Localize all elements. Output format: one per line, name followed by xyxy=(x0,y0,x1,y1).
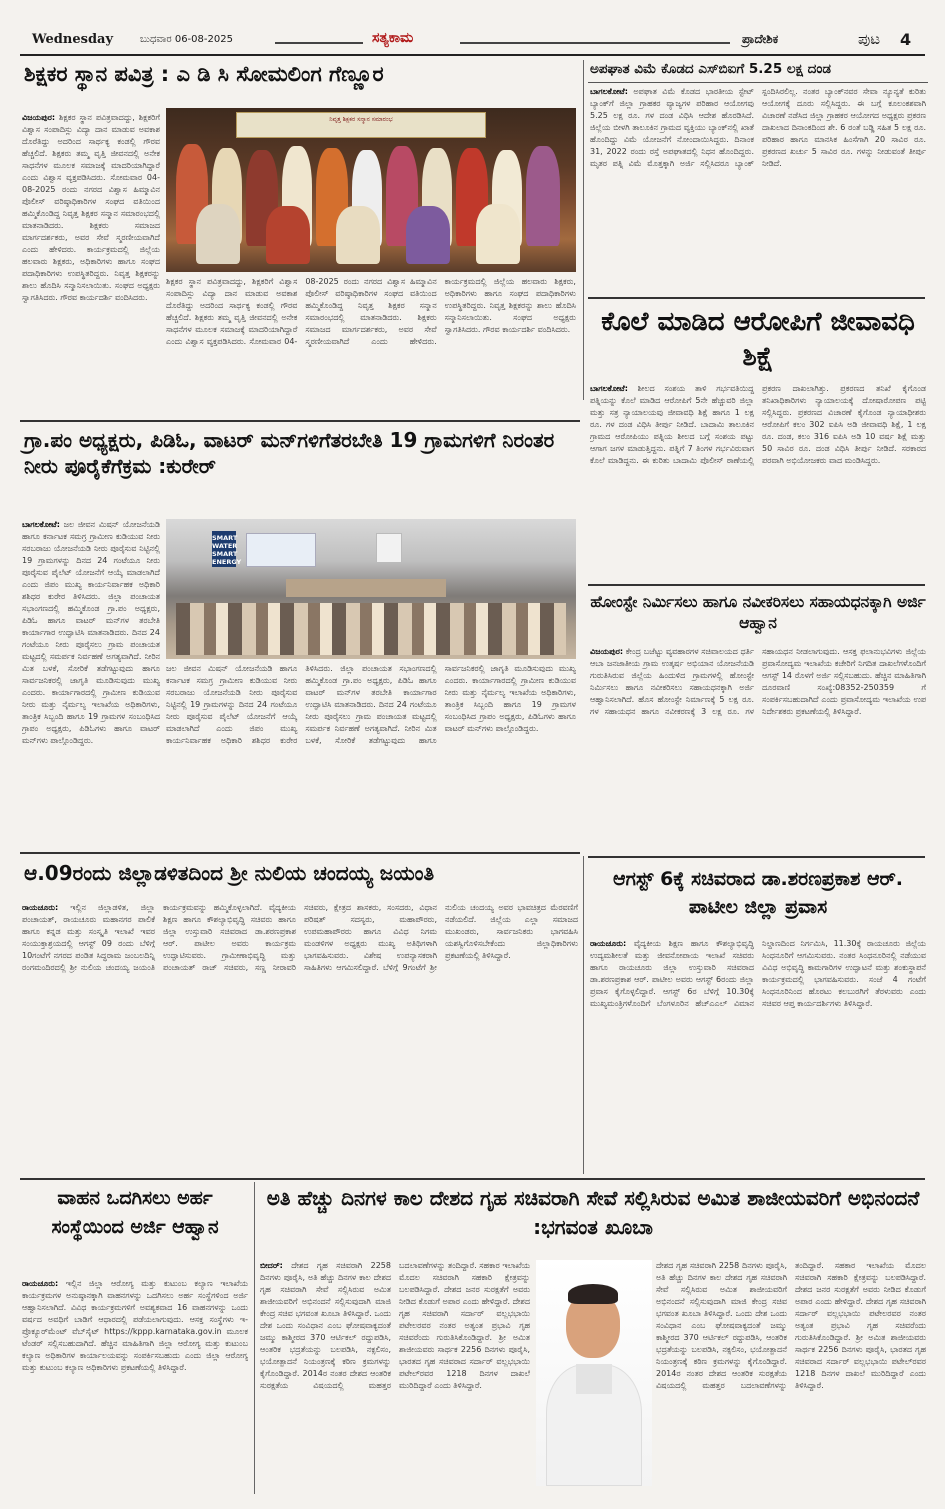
article-homestay-application xyxy=(588,590,928,852)
column-divider xyxy=(583,856,584,1174)
audience-rows xyxy=(176,603,566,655)
section-divider xyxy=(588,856,925,858)
article-body-continued xyxy=(166,276,576,382)
portrait-hair xyxy=(568,1284,618,1304)
article-life-imprisonment xyxy=(588,303,928,581)
article-body-continued xyxy=(166,663,576,845)
newspaper-brand: ಸತ್ಯಕಾಮ xyxy=(372,30,414,46)
article-body-columns xyxy=(590,646,926,848)
article-amit-shah-felicitation xyxy=(258,1182,928,1494)
article-headline: ಆ.09ರಂದು ಜಿಲ್ಲಾಡಳಿತದಿಂದ ಶ್ರೀ ನುಲಿಯ ಚಂದಯ್ಯ ಜಯಂತಿ xyxy=(24,861,435,885)
article-body-columns xyxy=(590,938,926,1170)
article-headline: ಕೊಲೆ ಮಾಡಿದ ಆರೋಪಿಗೆ ಜೀವಾವಧಿ ಶಿಕ್ಷೆ xyxy=(601,307,915,373)
dateline-place: ಬಾಗಲಕೋಟೆ: xyxy=(590,384,628,393)
projection-screen-text: SMART WATER SMART ENERGY xyxy=(212,531,236,567)
dateline-place: ವಿಜಯಪುರ: xyxy=(22,113,56,122)
article-body-column xyxy=(22,519,160,845)
dateline-place: ವಿಜಯಪುರ: xyxy=(590,647,624,656)
politician-portrait xyxy=(536,1260,652,1486)
photo-figure xyxy=(526,146,560,246)
section-divider xyxy=(20,420,580,422)
article-sbi-penalty xyxy=(588,60,928,296)
article-teacher-felicitation xyxy=(20,60,580,388)
article-body-column xyxy=(22,112,160,380)
article-body: ಜಲ ಜೀವನ ಮಿಷನ್ ಯೋಜನೆಯಡಿ ಹಾಗೂ ಕರ್ನಾಟಕ ಸಮಗ್ರ ಗ್ರಾಮೀಣ ಕುಡಿಯುವ ನೀರು ಸರಬರಾಜು ಯೋಜನೆಯಡಿ ನೀರು ಪೂರೈಸುವ ನಿಟ್ಟಿನಲ್ಲಿ 19 ಗ್ರಾಮಗಳನ್ನು ದಿನದ 24 ಗಂಟೆಯೂ ನೀರು ಪೂರೈಸುವ ಪೈಲೆಟ್ ಯೋಜನೆಗೆ ಆಯ್ಕೆ ಮಾಡಲಾಗಿದೆ ಎಂದು ಜಿಪಂ ಮುಖ್ಯ ಕಾರ್ಯನಿರ್ವಾಹಕ ಅಧಿಕಾರಿ ಶಶಿಧರ ಕುರೇರ ತಿಳಿಸಿದರು. ಜಿಲ್ಲಾ ಪಂಚಾಯತ ಸಭಾಂಗಣದಲ್ಲಿ ಹಮ್ಮಿಕೊಂಡ ಗ್ರಾ.ಪಂ ಅಧ್ಯಕ್ಷರು, ಪಿಡಿಓ ಹಾಗೂ ವಾಟರ್ ಮನ್‌ಗಳ ತರಬೇತಿ ಕಾರ್ಯಾಗಾರ ಉದ್ಘಾಟಿಸಿ ಮಾತನಾಡಿದರು. ದಿನದ 24 ಗಂಟೆಯೂ ನೀರು ಪೂರೈಸಲು ಗ್ರಾಮ ಪಂಚಾಯತ ಮಟ್ಟದಲ್ಲಿ ಸಮರ್ಪಕ ನಿರ್ವಹಣೆ ಅಗತ್ಯವಾಗಿದೆ. ನೀರಿನ ಮಿತ ಬಳಕೆ, ಸೋರಿಕೆ ತಡೆಗಟ್ಟುವುದು ಹಾಗೂ ಸಾರ್ವಜನಿಕರಲ್ಲಿ ಜಾಗೃತಿ ಮೂಡಿಸುವುದು ಮುಖ್ಯ ಎಂದರು. ಕಾರ್ಯಾಗಾರದಲ್ಲಿ ಗ್ರಾಮೀಣ ಕುಡಿಯುವ ನೀರು ಮತ್ತು ನೈರ್ಮಲ್ಯ ಇಲಾಖೆಯ ಅಧಿಕಾರಿಗಳು, ತಾಂತ್ರಿಕ ಸಿಬ್ಬಂದಿ ಹಾಗೂ 19 ಗ್ರಾಮಗಳ ಸಂಬಂಧಿಸಿದ ಗ್ರಾಪಂ ಅಧ್ಯಕ್ಷರು, ಪಿಡಿಓಗಳು ಹಾಗೂ ವಾಟರ್ ಮನ್‌ಗಳು ಪಾಲ್ಗೊಂಡಿದ್ದರು. xyxy=(166,664,576,745)
article-body: ಕೇಂದ್ರ ಬಜೆಟ್ಟು ವ್ಯವಹಾರಗಳ ಸಚಿವಾಲಯದ ಧರ್ತಿ ಆಬಾ ಜನಜಾತೀಯ ಗ್ರಾಮ ಉತ್ಕರ್ಷ ಅಭಿಯಾನ ಯೋಜನೆಯಡಿ ಗುರುತಿಸಿರುವ ಜಿಲ್ಲೆಯ ಹಿಂದುಳಿದ ಗ್ರಾಮಗಳಲ್ಲಿ ಹೋಂಸ್ಟೇ ನಿರ್ಮಿಸಲು ಹಾಗೂ ನವೀಕರಿಸಲು ಸಹಾಯಧನಕ್ಕಾಗಿ ಅರ್ಜಿ ಆಹ್ವಾನಿಸಲಾಗಿದೆ. ಹೊಸ ಹೋಂಸ್ಟೇ ನಿರ್ಮಾಣಕ್ಕೆ 5 ಲಕ್ಷ ರೂ. ಗಳ ಸಹಾಯಧನ ಹಾಗೂ ನವೀಕರಣಕ್ಕೆ 3 ಲಕ್ಷ ರೂ. ಗಳ ಸಹಾಯಧನ ನೀಡಲಾಗುವುದು. ಆಸಕ್ತ ಫಲಾನುಭವಿಗಳು ಜಿಲ್ಲೆಯ ಪ್ರವಾಸೋದ್ಯಮ ಇಲಾಖೆಯ ಕಚೇರಿಗೆ ನಿಗದಿತ ದಾಖಲೆಗಳೊಂದಿಗೆ ಆಗಸ್ಟ್ 14 ರೊಳಗೆ ಅರ್ಜಿ ಸಲ್ಲಿಸಬಹುದು. ಹೆಚ್ಚಿನ ಮಾಹಿತಿಗಾಗಿ ದೂರವಾಣಿ ಸಂಖ್ಯೆ:08352-250359 ಗೆ ಸಂಪರ್ಕಿಸಬಹುದಾಗಿದೆ ಎಂದು ಪ್ರವಾಸೋದ್ಯಮ ಇಲಾಖೆಯ ಉಪ ನಿರ್ದೇಶಕರು ಪ್ರಕಟಣೆಯಲ್ಲಿ ತಿಳಿಸಿದ್ದಾರೆ. xyxy=(590,647,926,716)
article-body: ಶೀಲದ ಸಂಶಯ ತಾಳಿ ಗರ್ಭವತಿಯಿದ್ದ ಪತ್ನಿಯನ್ನು ಕೊಲೆ ಮಾಡಿದ ಆರೋಪಿಗೆ 5ನೇ ಹೆಚ್ಚುವರಿ ಜಿಲ್ಲಾ ಮತ್ತು ಸತ್ರ ನ್ಯಾಯಾಲಯವು ಜೀವಾವಧಿ ಶಿಕ್ಷೆ ಹಾಗೂ 1 ಲಕ್ಷ ರೂ. ಗಳ ದಂಡ ವಿಧಿಸಿ ತೀರ್ಪು ನೀಡಿದೆ. ಬಾದಾಮಿ ತಾಲೂಕಿನ ಗ್ರಾಮದ ಆರೋಪಿಯು ಪತ್ನಿಯ ಶೀಲದ ಬಗ್ಗೆ ಸಂಶಯ ಪಟ್ಟು ಆಗಾಗ ಜಗಳ ಮಾಡುತ್ತಿದ್ದನು. ಪತ್ನಿಗೆ 7 ತಿಂಗಳ ಗರ್ಭವಿರುವಾಗ ಕೊಲೆ ಮಾಡಿದ್ದನು. ಈ ಕುರಿತು ಬಾದಾಮಿ ಪೊಲೀಸ್ ಠಾಣೆಯಲ್ಲಿ ಪ್ರಕರಣ ದಾಖಲಾಗಿತ್ತು. ಪ್ರಕರಣದ ತನಿಖೆ ಕೈಗೊಂಡ ತನಿಖಾಧಿಕಾರಿಗಳು ನ್ಯಾಯಾಲಯಕ್ಕೆ ದೋಷಾರೋಪಣ ಪಟ್ಟಿ ಸಲ್ಲಿಸಿದ್ದರು. ಪ್ರಕರಣದ ವಿಚಾರಣೆ ಕೈಗೊಂಡ ನ್ಯಾಯಾಧೀಶರು ಆರೋಪಿಗೆ ಕಲಂ 302 ಐಪಿಸಿ ಅಡಿ ಜೀವಾವಧಿ ಶಿಕ್ಷೆ, 1 ಲಕ್ಷ ರೂ. ದಂಡ, ಕಲಂ 316 ಐಪಿಸಿ ಅಡಿ 10 ವರ್ಷ ಶಿಕ್ಷೆ ಮತ್ತು 50 ಸಾವಿರ ರೂ. ದಂಡ ವಿಧಿಸಿ ತೀರ್ಪು ನೀಡಿದೆ. ಸರಕಾರದ ಪರವಾಗಿ ಅಭಿಯೋಜಕರು ವಾದ ಮಂಡಿಸಿದ್ದರು. xyxy=(590,384,926,465)
article-headline: ಗ್ರಾ.ಪಂ ಅಧ್ಯಕ್ಷರು, ಪಿಡಿಓ, ವಾಟರ್ ಮನ್‌ಗಳಿಗೆತರಬೇತಿ 19 ಗ್ರಾಮಗಳಿಗೆ ನಿರಂತರ ನೀರು ಪೂರೈಕೆಗೆಕ್ರಮ :ಕುರೇರ್ xyxy=(24,428,555,478)
article-body: ಇಲ್ಲಿನ ಜಿಲ್ಲಾಡಳಿತ, ಜಿಲ್ಲಾ ಪಂಚಾಯತ್, ರಾಯಚೂರು ಮಹಾನಗರ ಪಾಲಿಕೆ ಹಾಗೂ ಕನ್ನಡ ಮತ್ತು ಸಂಸ್ಕೃತಿ ಇಲಾಖೆ ಇವರ ಸಂಯುಕ್ತಾಶ್ರಯದಲ್ಲಿ ಆಗಸ್ಟ್ 09 ರಂದು ಬೆಳಿಗ್ಗೆ 10ಗಂಟೆಗೆ ನಗರದ ಪಂಡಿತ ಸಿದ್ಧರಾಮ ಜಂಬಲದಿನ್ನಿ ರಂಗಮಂದಿರದಲ್ಲಿ ಶ್ರೀ ನುಲಿಯ ಚಂದಯ್ಯ ಜಯಂತಿ ಕಾರ್ಯಕ್ರಮವನ್ನು ಹಮ್ಮಿಕೊಳ್ಳಲಾಗಿದೆ. ವೈದ್ಯಕೀಯ ಶಿಕ್ಷಣ ಹಾಗೂ ಕೌಶಲ್ಯಾಭಿವೃದ್ಧಿ ಸಚಿವರು ಹಾಗೂ ಜಿಲ್ಲಾ ಉಸ್ತುವಾರಿ ಸಚಿವರಾದ ಡಾ.ಶರಣಪ್ರಕಾಶ ಆರ್. ಪಾಟೀಲ ಅವರು ಕಾರ್ಯಕ್ರಮ ಉದ್ಘಾಟಿಸುವರು. ಗ್ರಾಮೀಣಾಭಿವೃದ್ಧಿ ಮತ್ತು ಪಂಚಾಯತ್ ರಾಜ್ ಸಚಿವರು, ಸಣ್ಣ ನೀರಾವರಿ ಸಚಿವರು, ಕ್ಷೇತ್ರದ ಶಾಸಕರು, ಸಂಸದರು, ವಿಧಾನ ಪರಿಷತ್ ಸದಸ್ಯರು, ಮಹಾಪೌರರು, ಉಪಮಹಾಪೌರರು ಹಾಗೂ ವಿವಿಧ ನಿಗಮ ಮಂಡಳಿಗಳ ಅಧ್ಯಕ್ಷರು ಮುಖ್ಯ ಅತಿಥಿಗಳಾಗಿ ಭಾಗವಹಿಸುವರು. ವಿಶೇಷ ಉಪನ್ಯಾಸಕರಾಗಿ ಸಾಹಿತಿಗಳು ಆಗಮಿಸಲಿದ್ದಾರೆ. ಬೆಳಿಗ್ಗೆ 9ಗಂಟೆಗೆ ಶ್ರೀ ನುಲಿಯ ಚಂದಯ್ಯ ಅವರ ಭಾವಚಿತ್ರದ ಮೆರವಣಿಗೆ ನಡೆಯಲಿದೆ. ಜಿಲ್ಲೆಯ ಎಲ್ಲಾ ಸಮಾಜದ ಮುಖಂಡರು, ಸಾರ್ವಜನಿಕರು ಭಾಗವಹಿಸಿ ಯಶಸ್ವಿಗೊಳಿಸಬೇಕೆಂದು ಜಿಲ್ಲಾಧಿಕಾರಿಗಳು ಪ್ರಕಟಣೆಯಲ್ಲಿ ತಿಳಿಸಿದ್ದಾರೆ. xyxy=(22,903,578,972)
stage-banner: ನಿವೃತ್ತ ಶಿಕ್ಷಕರ ಸನ್ಮಾನ ಸಮಾರಂಭ xyxy=(236,112,486,138)
dateline-place: ಬಾಗಲಕೋಟೆ: xyxy=(590,87,628,96)
article-headline: ಅತಿ ಹೆಚ್ಚು ದಿನಗಳ ಕಾಲ ದೇಶದ ಗೃಹ ಸಚಿವರಾಗಿ ಸೇವೆ ಸಲ್ಲಿಸಿರುವ ಅಮಿತ ಶಾಜೀಯವರಿಗೆ ಅಭಿನಂದನೆ :ಭಗವಂತ ಖೂಬಾ xyxy=(266,1186,920,1239)
page-number: 4 xyxy=(900,30,912,49)
section-divider xyxy=(20,852,580,854)
dateline-place: ರಾಯಚೂರು: xyxy=(590,939,627,948)
meeting-photo xyxy=(166,519,576,659)
article-body: ವೈದ್ಯಕೀಯ ಶಿಕ್ಷಣ ಹಾಗೂ ಕೌಶಲ್ಯಾಭಿವೃದ್ಧಿ ಉದ್ಯಮಶೀಲತೆ ಮತ್ತು ಜೀವನೋಪಾಯ ಇಲಾಖೆ ಸಚಿವರು ಹಾಗೂ ರಾಯಚೂರು ಜಿಲ್ಲಾ ಉಸ್ತುವಾರಿ ಸಚಿವರಾದ ಡಾ.ಶರಣಪ್ರಕಾಶ ಆರ್. ಪಾಟೀಲ ಅವರು ಆಗಸ್ಟ್ 6ರಂದು ಜಿಲ್ಲಾ ಪ್ರವಾಸ ಕೈಗೊಳ್ಳಲಿದ್ದಾರೆ. ಆಗಸ್ಟ್ 6ರ ಬೆಳಿಗ್ಗೆ 10.30ಕ್ಕೆ ಮುಖ್ಯಮಂತ್ರಿಗಳೊಂದಿಗೆ ಬೆಂಗಳೂರಿನ ಹೆಚ್‌ಎಎಲ್ ವಿಮಾನ ನಿಲ್ದಾಣದಿಂದ ನಿರ್ಗಮಿಸಿ, 11.30ಕ್ಕೆ ರಾಯಚೂರು ಜಿಲ್ಲೆಯ ಸಿಂಧನೂರಿಗೆ ಆಗಮಿಸುವರು. ನಂತರ ಸಿಂಧನೂರಿನಲ್ಲಿ ನಡೆಯುವ ವಿವಿಧ ಅಭಿವೃದ್ಧಿ ಕಾಮಗಾರಿಗಳ ಉದ್ಘಾಟನೆ ಮತ್ತು ಶಂಕುಸ್ಥಾಪನೆ ಕಾರ್ಯಕ್ರಮದಲ್ಲಿ ಭಾಗವಹಿಸುವರು. ಸಂಜೆ 4 ಗಂಟೆಗೆ ಸಿಂಧನೂರಿನಿಂದ ಹೊರಟು ಕಲಬುರಗಿಗೆ ತೆರಳುವರು ಎಂದು ಸಚಿವರ ಆಪ್ತ ಕಾರ್ಯದರ್ಶಿಗಳು ತಿಳಿಸಿದ್ದಾರೆ. xyxy=(590,939,926,1008)
dateline-place: ಬಾಗಲಕೋಟೆ: xyxy=(22,520,60,529)
article-body: ಶಿಕ್ಷಕರ ಸ್ಥಾನ ಪವಿತ್ರವಾದದ್ದು, ಶಿಕ್ಷಕರಿಗೆ ವಿಶ್ವಾಸ ಸಂಪಾದಿಸ್ಲು ವಿದ್ಯಾ ದಾನ ಮಾಡುವ ಅವಕಾಶ ದೊರೆತಿದ್ದು ಅದರಿಂದ ಸಾರ್ಥಕ್ಯ ಕಂಡಲ್ಲಿ ಗೌರವ ಹೆಚ್ಚಲಿದೆ. ಶಿಕ್ಷಕರು ತಮ್ಮ ವೃತ್ತಿ ಜೀವನದಲ್ಲಿ ಅನೇಕ ಸಾಧನೆಗಳ ಮೂಲಕ ಸಮಾಜಕ್ಕೆ ಮಾದರಿಯಾಗಿದ್ದಾರೆ ಎಂದು ವಿಶ್ವಾಸ ವ್ಯಕ್ತಪಡಿಸಿದರು. ಸೋಮವಾರ 04-08-2025 ರಂದು ನಗರದ ವಿಶ್ವಾಸ ಹಿಮ್ಮಾವಿನ ಪೊಲೀಸ್ ವರಿಷ್ಠಾಧಿಕಾರಿಗಳ ಸಂಘದ ವತಿಯಿಂದ ಹಮ್ಮಿಕೊಂಡಿದ್ದ ನಿವೃತ್ತ ಶಿಕ್ಷಕರ ಸನ್ಮಾನ ಸಮಾರಂಭದಲ್ಲಿ ಮಾತನಾಡಿದರು. ಶಿಕ್ಷಕರು ಸಮಾಜದ ಮಾರ್ಗದರ್ಶಕರು, ಅವರ ಸೇವೆ ಸ್ಮರಣೀಯವಾಗಿದೆ ಎಂದು ಹೇಳಿದರು. ಕಾರ್ಯಕ್ರಮದಲ್ಲಿ ಜಿಲ್ಲೆಯ ಹಲವಾರು ಶಿಕ್ಷಕರು, ಅಧಿಕಾರಿಗಳು ಹಾಗೂ ಸಂಘದ ಪದಾಧಿಕಾರಿಗಳು ಉಪಸ್ಥಿತರಿದ್ದರು. ನಿವೃತ್ತ ಶಿಕ್ಷಕರನ್ನು ಶಾಲು ಹೊದಿಸಿ ಸನ್ಮಾನಿಸಲಾಯಿತು. ಸಂಘದ ಅಧ್ಯಕ್ಷರು ಸ್ವಾಗತಿಸಿದರು. ಗೌರವ ಕಾರ್ಯದರ್ಶಿ ವಂದಿಸಿದರು. xyxy=(166,277,576,346)
article-nuliya-chandayya-jayanti xyxy=(20,856,580,1174)
article-body: ಜಲ ಜೀವನ ಮಿಷನ್ ಯೋಜನೆಯಡಿ ಹಾಗೂ ಕರ್ನಾಟಕ ಸಮಗ್ರ ಗ್ರಾಮೀಣ ಕುಡಿಯುವ ನೀರು ಸರಬರಾಜು ಯೋಜನೆಯಡಿ ನೀರು ಪೂರೈಸುವ ನಿಟ್ಟಿನಲ್ಲಿ 19 ಗ್ರಾಮಗಳನ್ನು ದಿನದ 24 ಗಂಟೆಯೂ ನೀರು ಪೂರೈಸುವ ಪೈಲೆಟ್ ಯೋಜನೆಗೆ ಆಯ್ಕೆ ಮಾಡಲಾಗಿದೆ ಎಂದು ಜಿಪಂ ಮುಖ್ಯ ಕಾರ್ಯನಿರ್ವಾಹಕ ಅಧಿಕಾರಿ ಶಶಿಧರ ಕುರೇರ ತಿಳಿಸಿದರು. ಜಿಲ್ಲಾ ಪಂಚಾಯತ ಸಭಾಂಗಣದಲ್ಲಿ ಹಮ್ಮಿಕೊಂಡ ಗ್ರಾ.ಪಂ ಅಧ್ಯಕ್ಷರು, ಪಿಡಿಓ ಹಾಗೂ ವಾಟರ್ ಮನ್‌ಗಳ ತರಬೇತಿ ಕಾರ್ಯಾಗಾರ ಉದ್ಘಾಟಿಸಿ ಮಾತನಾಡಿದರು. ದಿನದ 24 ಗಂಟೆಯೂ ನೀರು ಪೂರೈಸಲು ಗ್ರಾಮ ಪಂಚಾಯತ ಮಟ್ಟದಲ್ಲಿ ಸಮರ್ಪಕ ನಿರ್ವಹಣೆ ಅಗತ್ಯವಾಗಿದೆ. ನೀರಿನ ಮಿತ ಬಳಕೆ, ಸೋರಿಕೆ ತಡೆಗಟ್ಟುವುದು ಹಾಗೂ ಸಾರ್ವಜನಿಕರಲ್ಲಿ ಜಾಗೃತಿ ಮೂಡಿಸುವುದು ಮುಖ್ಯ ಎಂದರು. ಕಾರ್ಯಾಗಾರದಲ್ಲಿ ಗ್ರಾಮೀಣ ಕುಡಿಯುವ ನೀರು ಮತ್ತು ನೈರ್ಮಲ್ಯ ಇಲಾಖೆಯ ಅಧಿಕಾರಿಗಳು, ತಾಂತ್ರಿಕ ಸಿಬ್ಬಂದಿ ಹಾಗೂ 19 ಗ್ರಾಮಗಳ ಸಂಬಂಧಿಸಿದ ಗ್ರಾಪಂ ಅಧ್ಯಕ್ಷರು, ಪಿಡಿಓಗಳು ಹಾಗೂ ವಾಟರ್ ಮನ್‌ಗಳು ಪಾಲ್ಗೊಂಡಿದ್ದರು. xyxy=(22,520,160,745)
photo-figure-seated xyxy=(266,206,310,264)
masthead xyxy=(20,30,925,56)
column-divider xyxy=(254,1182,255,1494)
date-line: ಬುಧವಾರ 06-08-2025 xyxy=(140,34,233,45)
photo-figure-seated xyxy=(406,206,450,264)
dateline-place: ರಾಯಚೂರು: xyxy=(22,903,59,912)
article-minister-visit xyxy=(588,862,928,1174)
dateline-place: ಬೀದರ್: xyxy=(260,1261,283,1270)
article-body-columns xyxy=(590,383,926,577)
article-body-columns xyxy=(260,1260,530,1490)
article-water-supply-training xyxy=(20,425,580,850)
masthead-ornament-left xyxy=(275,42,363,44)
article-headline: ಶಿಕ್ಷಕರ ಸ್ಥಾನ ಪವಿತ್ರ : ಎ ಡಿ ಸಿ ಸೋಮಲಿಂಗ ಗೆಣ್ಣೂರ xyxy=(24,62,384,86)
projection-slide xyxy=(246,533,316,567)
section-divider xyxy=(20,1178,925,1180)
article-body: ದೇಶದ ಗೃಹ ಸಚಿವರಾಗಿ 2258 ದಿನಗಳು ಪೂರೈಸಿ, ಅತಿ ಹೆಚ್ಚು ದಿನಗಳ ಕಾಲ ದೇಶದ ಗೃಹ ಸಚಿವರಾಗಿ ಸೇವೆ ಸಲ್ಲಿಸಿರುವ ಅಮಿತ ಶಾಜೀಯವರಿಗೆ ಅಭಿನಂದನೆ ಸಲ್ಲಿಸುವುದಾಗಿ ಮಾಜಿ ಕೇಂದ್ರ ಸಚಿವ ಭಗವಂತ ಖೂಬಾ ತಿಳಿಸಿದ್ದಾರೆ. ಒಂದು ದೇಶ ಒಂದು ಸಂವಿಧಾನ ಎಂಬ ಘೋಷವಾಕ್ಯದಂತೆ ಜಮ್ಮು ಕಾಶ್ಮೀರದ 370 ಆರ್ಟಿಕಲ್ ರದ್ದುಪಡಿಸಿ, ಆಂತರಿಕ ಭದ್ರತೆಯನ್ನು ಬಲಪಡಿಸಿ, ನಕ್ಸಲಿಸಂ, ಭಯೋತ್ಪಾದನೆ ನಿಯಂತ್ರಣಕ್ಕೆ ಕಠಿಣ ಕ್ರಮಗಳನ್ನು ಕೈಗೊಂಡಿದ್ದಾರೆ. 2014ರ ನಂತರ ದೇಶದ ಆಂತರಿಕ ಸುರಕ್ಷತೆಯ ವಿಷಯದಲ್ಲಿ ಮಹತ್ತರ ಬದಲಾವಣೆಗಳನ್ನು ತಂದಿದ್ದಾರೆ. ಸಹಕಾರ ಇಲಾಖೆಯ ಮೊದಲ ಸಚಿವರಾಗಿ ಸಹಕಾರಿ ಕ್ಷೇತ್ರವನ್ನು ಬಲಪಡಿಸಿದ್ದಾರೆ. ದೇಶದ ಜನರ ಸುರಕ್ಷತೆಗೆ ಅವರು ನೀಡಿದ ಕೊಡುಗೆ ಅಪಾರ ಎಂದು ಹೇಳಿದ್ದಾರೆ. ದೇಶದ ಗೃಹ ಸಚಿವರಾಗಿ ಸರ್ದಾರ್ ವಲ್ಲಭಭಾಯಿ ಪಟೇಲರವರ ನಂತರ ಅತ್ಯಂತ ಪ್ರಭಾವಿ ಗೃಹ ಸಚಿವರೆಂದು ಗುರುತಿಸಿಕೊಂಡಿದ್ದಾರೆ. ಶ್ರೀ ಅಮಿತ ಶಾಜೀಯವರು ಸಾರ್ಥಕ 2256 ದಿನಗಳು ಪೂರೈಸಿ, ಭಾರತದ ಗೃಹ ಸಚಿವರಾದ ಸರ್ದಾರ್ ವಲ್ಲಭಭಾಯಿ ಪಟೇಲ್‌ರವರ 1218 ದಿನಗಳ ದಾಖಲೆ ಮುರಿದಿದ್ದಾರೆ ಎಂದು ತಿಳಿಸಿದ್ದಾರೆ. xyxy=(260,1261,530,1390)
photo-figure-seated xyxy=(476,204,520,264)
article-body-continued xyxy=(656,1260,926,1490)
column-divider xyxy=(583,60,584,400)
dateline-place: ರಾಯಚೂರು: xyxy=(22,1279,59,1288)
section-name: ಪ್ರಾದೇಶಿಕ xyxy=(742,32,779,46)
article-vehicle-tender xyxy=(20,1182,250,1494)
article-body: ಇಲ್ಲಿನ ಜಿಲ್ಲಾ ಆರೋಗ್ಯ ಮತ್ತು ಕುಟುಂಬ ಕಲ್ಯಾಣ ಇಲಾಖೆಯ ಕಾರ್ಯಕ್ರಮಗಳ ಅನುಷ್ಠಾನಕ್ಕಾಗಿ ವಾಹನಗಳನ್ನು ಒದಗಿಸಲು ಅರ್ಹ ಸಂಸ್ಥೆಗಳಿಂದ ಅರ್ಜಿ ಆಹ್ವಾನಿಸಲಾಗಿದೆ. ವಿವಿಧ ಕಾರ್ಯಕ್ರಮಗಳಿಗೆ ಅವಶ್ಯಕವಾದ 16 ವಾಹನಗಳನ್ನು ಒಂದು ವರ್ಷದ ಅವಧಿಗೆ ಬಾಡಿಗೆ ಆಧಾರದಲ್ಲಿ ಪಡೆಯಲಾಗುವುದು. ಆಸಕ್ತ ಸಂಸ್ಥೆಗಳು ಇ-ಪ್ರೊಕ್ಯೂರ್‌ಮೆಂಟ್ ವೆಬ್‌ಸೈಟ್ https://kppp.karnataka.gov.in ಮೂಲಕ ಟೆಂಡರ್ ಸಲ್ಲಿಸಬಹುದಾಗಿದೆ. ಹೆಚ್ಚಿನ ಮಾಹಿತಿಗಾಗಿ ಜಿಲ್ಲಾ ಆರೋಗ್ಯ ಮತ್ತು ಕುಟುಂಬ ಕಲ್ಯಾಣ ಅಧಿಕಾರಿಗಳ ಕಾರ್ಯಾಲಯವನ್ನು ಸಂಪರ್ಕಿಸಬಹುದು ಎಂದು ಜಿಲ್ಲಾ ಆರೋಗ್ಯ ಮತ್ತು ಕುಟುಂಬ ಕಲ್ಯಾಣ ಅಧಿಕಾರಿಗಳು ಪ್ರಕಟಣೆಯಲ್ಲಿ ತಿಳಿಸಿದ್ದಾರೆ. xyxy=(22,1279,248,1372)
article-headline: ವಾಹನ ಒದಗಿಸಲು ಅರ್ಹ ಸಂಸ್ಥೆಯಿಂದ ಅರ್ಜಿ ಆಹ್ವಾನ xyxy=(51,1187,219,1238)
photo-figure-seated xyxy=(336,206,380,264)
dais-table xyxy=(286,579,446,597)
article-body-columns xyxy=(590,86,926,292)
photo-figure-seated xyxy=(196,204,240,264)
masthead-ornament-right xyxy=(460,42,730,44)
weekday-english: Wednesday xyxy=(32,32,114,47)
projection-logo xyxy=(376,533,402,563)
article-body: ಅಪಘಾತ ವಿಮೆ ಕೊಡದ ಭಾರತೀಯ ಸ್ಟೇಟ್ ಬ್ಯಾಂಕ್‌ಗೆ ಜಿಲ್ಲಾ ಗ್ರಾಹಕರ ವ್ಯಾಜ್ಯಗಳ ಪರಿಹಾರ ಆಯೋಗವು 5.25 ಲಕ್ಷ ರೂ. ಗಳ ದಂಡ ವಿಧಿಸಿ ಆದೇಶ ಹೊರಡಿಸಿದೆ. ಜಿಲ್ಲೆಯ ಬೀಳಗಿ ತಾಲೂಕಿನ ಗ್ರಾಮದ ವ್ಯಕ್ತಿಯು ಬ್ಯಾಂಕ್‌ನಲ್ಲಿ ಖಾತೆ ಹೊಂದಿದ್ದು ವಿಮೆ ಯೋಜನೆಗೆ ನೋಂದಾಯಿಸಿದ್ದರು. ದಿನಾಂಕ 31, 2022 ರಂದು ರಸ್ತೆ ಅಪಘಾತದಲ್ಲಿ ನಿಧನ ಹೊಂದಿದ್ದರು. ಮೃತರ ಪತ್ನಿ ವಿಮೆ ಮೊತ್ತಕ್ಕಾಗಿ ಅರ್ಜಿ ಸಲ್ಲಿಸಿದರೂ ಬ್ಯಾಂಕ್ ಸ್ಪಂದಿಸಿರಲಿಲ್ಲ. ನಂತರ ಬ್ಯಾಂಕ್‌ನವರ ಸೇವಾ ನ್ಯೂನ್ಯತೆ ಕುರಿತು ಆಯೋಗಕ್ಕೆ ದೂರು ಸಲ್ಲಿಸಿದ್ದರು. ಈ ಬಗ್ಗೆ ಕೂಲಂಕಶವಾಗಿ ವಿಚಾರಣೆ ನಡೆಸಿದ ಜಿಲ್ಲಾ ಗ್ರಾಹಕರ ಆಯೋಗದ ಅಧ್ಯಕ್ಷರು ಪ್ರಕರಣ ದಾಖಲಾದ ದಿನಾಂಕದಿಂದ ಶೇ. 6 ರಂತೆ ಬಡ್ಡಿ ಸಹಿತ 5 ಲಕ್ಷ ರೂ. ಪರಿಹಾರ ಹಾಗೂ ಮಾನಸಿಕ ಹಿಂಸೆಗಾಗಿ 20 ಸಾವಿರ ರೂ. ಪ್ರಕರಣದ ಖರ್ಚು 5 ಸಾವಿರ ರೂ. ಗಳನ್ನು ನೀಡುವಂತೆ ತೀರ್ಪು ನೀಡಿದೆ. xyxy=(590,87,926,168)
article-body-columns xyxy=(22,902,578,1170)
portrait-collar xyxy=(576,1364,612,1394)
article-body: ಶಿಕ್ಷಕರ ಸ್ಥಾನ ಪವಿತ್ರವಾದದ್ದು, ಶಿಕ್ಷಕರಿಗೆ ವಿಶ್ವಾಸ ಸಂಪಾದಿಸ್ಲು ವಿದ್ಯಾ ದಾನ ಮಾಡುವ ಅವಕಾಶ ದೊರೆತಿದ್ದು ಅದರಿಂದ ಸಾರ್ಥಕ್ಯ ಕಂಡಲ್ಲಿ ಗೌರವ ಹೆಚ್ಚಲಿದೆ. ಶಿಕ್ಷಕರು ತಮ್ಮ ವೃತ್ತಿ ಜೀವನದಲ್ಲಿ ಅನೇಕ ಸಾಧನೆಗಳ ಮೂಲಕ ಸಮಾಜಕ್ಕೆ ಮಾದರಿಯಾಗಿದ್ದಾರೆ ಎಂದು ವಿಶ್ವಾಸ ವ್ಯಕ್ತಪಡಿಸಿದರು. ಸೋಮವಾರ 04-08-2025 ರಂದು ನಗರದ ವಿಶ್ವಾಸ ಹಿಮ್ಮಾವಿನ ಪೊಲೀಸ್ ವರಿಷ್ಠಾಧಿಕಾರಿಗಳ ಸಂಘದ ವತಿಯಿಂದ ಹಮ್ಮಿಕೊಂಡಿದ್ದ ನಿವೃತ್ತ ಶಿಕ್ಷಕರ ಸನ್ಮಾನ ಸಮಾರಂಭದಲ್ಲಿ ಮಾತನಾಡಿದರು. ಶಿಕ್ಷಕರು ಸಮಾಜದ ಮಾರ್ಗದರ್ಶಕರು, ಅವರ ಸೇವೆ ಸ್ಮರಣೀಯವಾಗಿದೆ ಎಂದು ಹೇಳಿದರು. ಕಾರ್ಯಕ್ರಮದಲ್ಲಿ ಜಿಲ್ಲೆಯ ಹಲವಾರು ಶಿಕ್ಷಕರು, ಅಧಿಕಾರಿಗಳು ಹಾಗೂ ಸಂಘದ ಪದಾಧಿಕಾರಿಗಳು ಉಪಸ್ಥಿತರಿದ್ದರು. ನಿವೃತ್ತ ಶಿಕ್ಷಕರನ್ನು ಶಾಲು ಹೊದಿಸಿ ಸನ್ಮಾನಿಸಲಾಯಿತು. ಸಂಘದ ಅಧ್ಯಕ್ಷರು ಸ್ವಾಗತಿಸಿದರು. ಗೌರವ ಕಾರ್ಯದರ್ಶಿ ವಂದಿಸಿದರು. xyxy=(22,113,160,302)
section-divider xyxy=(588,297,925,299)
article-headline: ಅಪಘಾತ ವಿಮೆ ಕೊಡದ ಎಸ್‌ಬಿಐಗೆ 5.25 ಲಕ್ಷ ದಂಡ xyxy=(588,60,928,83)
article-headline: ಹೋಂಸ್ಟೇ ನಿರ್ಮಿಸಲು ಹಾಗೂ ನವೀಕರಿಸಲು ಸಹಾಯಧನಕ್ಕಾಗಿ ಅರ್ಜಿ ಆಹ್ವಾನ xyxy=(590,593,926,632)
section-divider xyxy=(588,584,925,586)
article-headline: ಆಗಸ್ಟ್ 6ಕ್ಕೆ ಸಚಿವರಾದ ಡಾ.ಶರಣಪ್ರಕಾಶ ಆರ್. ಪಾಟೀಲ ಜಿಲ್ಲಾ ಪ್ರವಾಸ xyxy=(613,868,903,918)
article-body-column xyxy=(22,1278,248,1490)
article-body: ದೇಶದ ಗೃಹ ಸಚಿವರಾಗಿ 2258 ದಿನಗಳು ಪೂರೈಸಿ, ಅತಿ ಹೆಚ್ಚು ದಿನಗಳ ಕಾಲ ದೇಶದ ಗೃಹ ಸಚಿವರಾಗಿ ಸೇವೆ ಸಲ್ಲಿಸಿರುವ ಅಮಿತ ಶಾಜೀಯವರಿಗೆ ಅಭಿನಂದನೆ ಸಲ್ಲಿಸುವುದಾಗಿ ಮಾಜಿ ಕೇಂದ್ರ ಸಚಿವ ಭಗವಂತ ಖೂಬಾ ತಿಳಿಸಿದ್ದಾರೆ. ಒಂದು ದೇಶ ಒಂದು ಸಂವಿಧಾನ ಎಂಬ ಘೋಷವಾಕ್ಯದಂತೆ ಜಮ್ಮು ಕಾಶ್ಮೀರದ 370 ಆರ್ಟಿಕಲ್ ರದ್ದುಪಡಿಸಿ, ಆಂತರಿಕ ಭದ್ರತೆಯನ್ನು ಬಲಪಡಿಸಿ, ನಕ್ಸಲಿಸಂ, ಭಯೋತ್ಪಾದನೆ ನಿಯಂತ್ರಣಕ್ಕೆ ಕಠಿಣ ಕ್ರಮಗಳನ್ನು ಕೈಗೊಂಡಿದ್ದಾರೆ. 2014ರ ನಂತರ ದೇಶದ ಆಂತರಿಕ ಸುರಕ್ಷತೆಯ ವಿಷಯದಲ್ಲಿ ಮಹತ್ತರ ಬದಲಾವಣೆಗಳನ್ನು ತಂದಿದ್ದಾರೆ. ಸಹಕಾರ ಇಲಾಖೆಯ ಮೊದಲ ಸಚಿವರಾಗಿ ಸಹಕಾರಿ ಕ್ಷೇತ್ರವನ್ನು ಬಲಪಡಿಸಿದ್ದಾರೆ. ದೇಶದ ಜನರ ಸುರಕ್ಷತೆಗೆ ಅವರು ನೀಡಿದ ಕೊಡುಗೆ ಅಪಾರ ಎಂದು ಹೇಳಿದ್ದಾರೆ. ದೇಶದ ಗೃಹ ಸಚಿವರಾಗಿ ಸರ್ದಾರ್ ವಲ್ಲಭಭಾಯಿ ಪಟೇಲರವರ ನಂತರ ಅತ್ಯಂತ ಪ್ರಭಾವಿ ಗೃಹ ಸಚಿವರೆಂದು ಗುರುತಿಸಿಕೊಂಡಿದ್ದಾರೆ. ಶ್ರೀ ಅಮಿತ ಶಾಜೀಯವರು ಸಾರ್ಥಕ 2256 ದಿನಗಳು ಪೂರೈಸಿ, ಭಾರತದ ಗೃಹ ಸಚಿವರಾದ ಸರ್ದಾರ್ ವಲ್ಲಭಭಾಯಿ ಪಟೇಲ್‌ರವರ 1218 ದಿನಗಳ ದಾಖಲೆ ಮುರಿದಿದ್ದಾರೆ ಎಂದು ತಿಳಿಸಿದ್ದಾರೆ. xyxy=(656,1261,926,1390)
page-label: ಪುಟ xyxy=(858,30,881,48)
event-photo xyxy=(166,108,576,272)
